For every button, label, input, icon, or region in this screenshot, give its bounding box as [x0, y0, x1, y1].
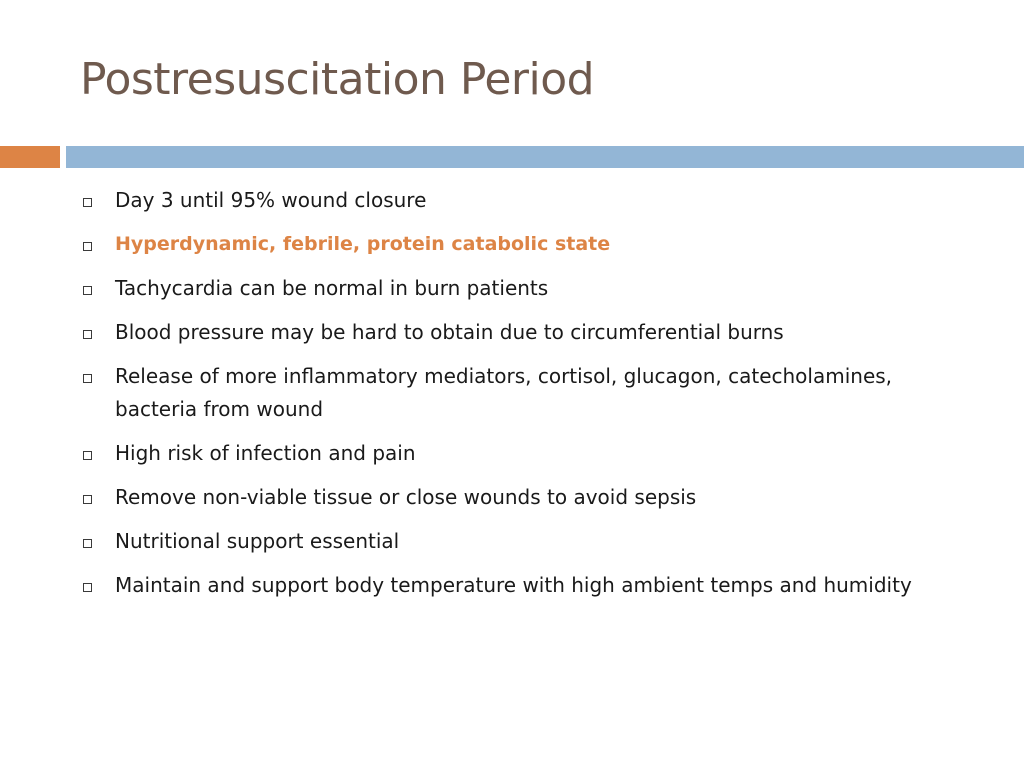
list-item [80, 316, 920, 349]
square-bullet-icon [83, 495, 92, 504]
square-bullet-icon [83, 539, 92, 548]
accent-bar-orange [0, 146, 60, 168]
bullet-text: Nutritional support essential [115, 529, 400, 553]
bullet-text: Maintain and support body temperature with high ambient temps and humidity [115, 573, 912, 597]
square-bullet-icon [83, 583, 92, 592]
bullet-text: Hyperdynamic, febrile, protein catabolic state [115, 233, 611, 255]
list-item [80, 437, 920, 470]
list-item [80, 569, 920, 602]
list-item [80, 525, 920, 558]
bullet-text: High risk of infection and pain [115, 441, 416, 465]
list-item [80, 272, 920, 305]
accent-bar-blue [66, 146, 1024, 168]
bullet-text: Remove non-viable tissue or close wounds to avoid sepsis [115, 485, 697, 509]
bullet-text: Blood pressure may be hard to obtain due to circumferential burns [115, 320, 784, 344]
bullet-text: Tachycardia can be normal in burn patients [115, 276, 549, 300]
square-bullet-icon [83, 451, 92, 460]
list-item [80, 184, 920, 217]
square-bullet-icon [83, 198, 92, 207]
bullet-text: Release of more inflammatory mediators, cortisol, glucagon, catecholamines, bacteria from wound [115, 364, 893, 421]
list-item [80, 360, 920, 426]
square-bullet-icon [83, 286, 92, 295]
slide-title: Postresuscitation Period [80, 54, 595, 105]
square-bullet-icon [83, 374, 92, 383]
list-item [80, 481, 920, 514]
square-bullet-icon [83, 330, 92, 339]
square-bullet-icon [83, 242, 92, 251]
list-item [80, 228, 920, 261]
bullet-text: Day 3 until 95% wound closure [115, 188, 427, 212]
bullet-list [80, 184, 920, 613]
